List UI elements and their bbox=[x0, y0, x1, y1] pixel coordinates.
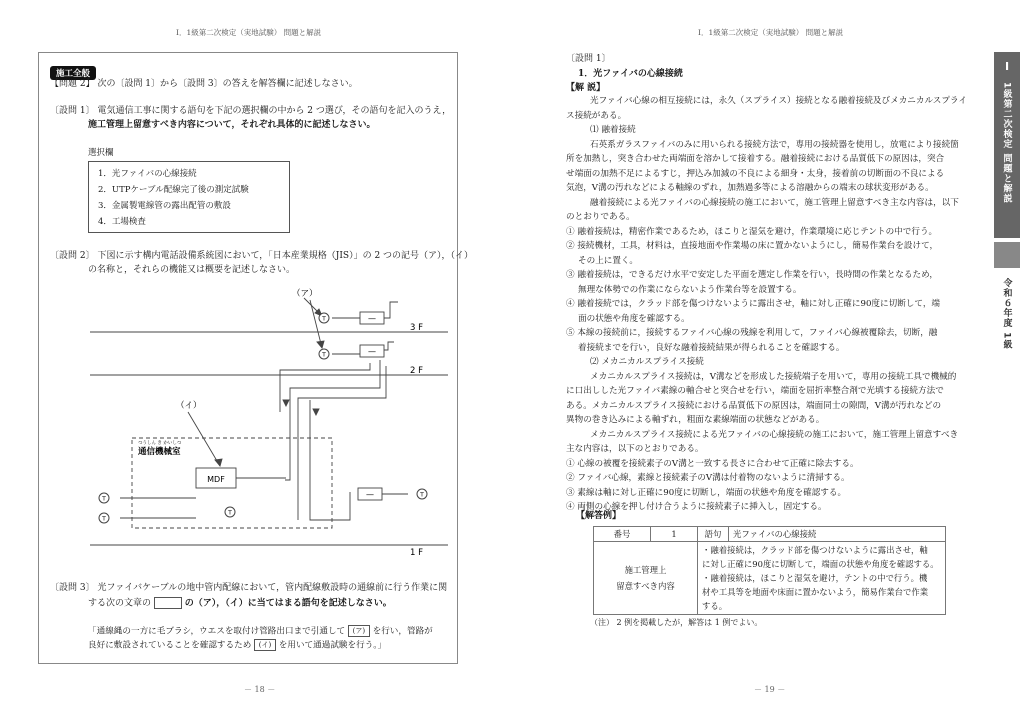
q3-line2-end: の（ア），（イ）に当てはまる語句を記述しなさい。 bbox=[184, 598, 392, 609]
svg-text:—: — bbox=[366, 490, 374, 499]
text-line: ⑤ 本線の接続前に，接続するファイバ心線の残線を利用して，ファイバ心線被覆除去，切断，融 bbox=[566, 328, 938, 338]
left-running-header: I．1級第二次検定（実地試験） 問題と解説 bbox=[176, 28, 322, 37]
text-line: ③ 融着接続は，できるだけ水平で安定した平面を選定し作業を行い，長時間の作業となるため， bbox=[566, 270, 938, 280]
ans-no: 1 bbox=[651, 527, 698, 542]
text-line: 異物の巻き込みによる軸ずれ，粗面な素線端面の状態などがある。 bbox=[566, 415, 825, 425]
q3-quote-line1 bbox=[88, 625, 433, 639]
text-line: に口出しした光ファイバ素線の軸合せと突合せを行い，端面を屈折率整合剤で光填する接続方法で bbox=[566, 386, 944, 396]
text-line: 所を加熱し，突き合わせた両端面を溶かして接着する。融着接続における品質低下の原因は，突合 bbox=[566, 154, 945, 164]
label-a: （ア） bbox=[292, 289, 318, 299]
explanation-body bbox=[566, 94, 967, 515]
label-i: （イ） bbox=[176, 401, 202, 411]
left-page-number: － 18 － bbox=[244, 685, 276, 694]
t-symbol: T bbox=[322, 314, 326, 323]
t-symbol: T bbox=[102, 494, 106, 503]
text-line: ⑴ 融着接続 bbox=[590, 125, 636, 135]
ans-body-line: する。 bbox=[702, 601, 728, 611]
year-sideband bbox=[994, 278, 1020, 349]
t-symbol: T bbox=[322, 350, 326, 359]
text-line: のとおりである。 bbox=[566, 212, 635, 222]
svg-text:—: — bbox=[368, 347, 376, 356]
ans-no-label: 番号 bbox=[594, 527, 651, 542]
q3-line2-start: する次の文章の bbox=[88, 598, 152, 609]
table-row bbox=[594, 542, 946, 615]
text-line: ④ 両側の心線を押し付け合うように接続素子に挿入し，固定する。 bbox=[566, 502, 827, 512]
text-line: 面の状態や角度を確認する。 bbox=[578, 313, 690, 324]
answer-box-i: (イ) bbox=[254, 639, 276, 651]
ans-left-1: 施工管理上 bbox=[624, 565, 667, 575]
text-line: ② 接続機材，工具，材料は，直接地面や作業場の床に置かないようにし，簡易作業台を設けて， bbox=[566, 241, 939, 251]
text-line: ① 融着接続は，精密作業であるため，ほこりと湿気を避け，作業環境に応じテントの中で行う。 bbox=[566, 226, 938, 237]
sideband-marker bbox=[994, 242, 1020, 268]
q3-quote2-end: を用いて通過試験を行う。」 bbox=[278, 640, 387, 651]
answer-example-title: 【解答例】 bbox=[576, 511, 622, 521]
text-line: ② ファイバ心線，素線と接続素子のV溝は付着物のないように清掃する。 bbox=[566, 473, 850, 483]
t-symbol: T bbox=[420, 490, 424, 499]
ans-term: 光ファイバの心線接続 bbox=[729, 527, 946, 542]
right-topic: 1．光ファイバの心線接続 bbox=[578, 69, 683, 79]
text-line: メカニカルスプライス接続は，V溝などを形成した接続端子を用いて，専用の接続工具で機械的 bbox=[590, 371, 957, 382]
text-line: ⑵ メカニカルスプライス接続 bbox=[590, 357, 704, 367]
text-line: ④ 融着接続では，クラッド部を傷つけないように露出させ，軸に対し正確に90度に切断して，端 bbox=[566, 299, 941, 309]
text-line: 気泡，V溝の汚れなどによる軸線のずれ，加熱過多等による溶融からの端末の球状変形がある。 bbox=[566, 183, 934, 193]
answer-note: （注） 2 例を掲載したが，解答は 1 例でよい。 bbox=[590, 618, 763, 627]
text-line: 融着接続による光ファイバの心線接続の施工において，施工管理上留意すべき主な内容は，以下 bbox=[590, 197, 959, 208]
floor-1f-label: 1 F bbox=[410, 548, 423, 558]
ans-term-label: 語句 bbox=[698, 527, 729, 542]
room-ruby: つうしん き かいしつ bbox=[138, 441, 182, 446]
text-line: 石英系ガラスファイバのみに用いられる接続方法で，専用の接続器を使用し，放電により接続箇 bbox=[590, 139, 959, 150]
select-item: 1．光ファイバの心線接続 bbox=[98, 169, 197, 179]
kaisetsu-heading: 【解 説】 bbox=[566, 83, 606, 93]
text-line: ① 心線の被覆を接続素子のV溝と一致する長さに合わせて正確に除去する。 bbox=[566, 458, 859, 469]
text-line: 主な内容は，以下のとおりである。 bbox=[566, 444, 704, 454]
q2-line2: の名称と，それらの機能又は概要を記述しなさい。 bbox=[88, 265, 296, 275]
room-label: 通信機械室 bbox=[138, 447, 181, 457]
phone-system-diagram bbox=[60, 280, 450, 560]
ans-body-line: 材や工具等を地面や床面に置かないよう，簡易作業台で作業 bbox=[702, 587, 929, 597]
ans-body-line: ・融着接続は，ほこりと湿気を避け，テントの中で行う。機 bbox=[702, 573, 928, 583]
right-page-number: － 19 － bbox=[754, 685, 786, 694]
q1-line1: 〔設問 1〕 電気通信工事に関する語句を下記の選択欄の中から 2 つ選び，その語句を記入のうえ， bbox=[50, 106, 452, 116]
blank-box bbox=[154, 597, 182, 609]
chapter-title: 1級第二次検定 問題と解説 bbox=[1001, 82, 1012, 204]
select-item: 4．工場検査 bbox=[98, 217, 146, 227]
text-line: ③ 素線は軸に対し正確に90度に切断し，端面の状態や角度を確認する。 bbox=[566, 487, 847, 498]
svg-text:—: — bbox=[368, 314, 376, 323]
q3-quote1-end: を行い，管路が bbox=[372, 626, 433, 637]
text-line: 着接続までを行い，良好な融着接続結果が得られることを確認する。 bbox=[578, 342, 845, 353]
right-question-label: 〔設問 1〕 bbox=[566, 54, 611, 64]
q2-line1: 〔設問 2〕 下図に示す構内電話設備系統図において，「日本産業規格（JIS）」の 2 つの記号（ア），（イ） bbox=[50, 251, 474, 261]
ans-left-cell bbox=[594, 542, 698, 615]
text-line: 無理な体勢での作業にならないよう作業台等を設置する。 bbox=[578, 284, 802, 295]
category-badge: 施工全般 bbox=[50, 66, 96, 80]
ans-body-line: に対し正確に90度に切断して，端面の状態や角度を確認する。 bbox=[702, 559, 939, 569]
chapter-sideband bbox=[994, 52, 1020, 238]
problem-intro: 【問題 2】 次の〔設問 1〕から〔設問 3〕の答えを解答欄に記述しなさい。 bbox=[50, 79, 358, 89]
q3-line2 bbox=[88, 597, 392, 611]
text-line: ス接続がある。 bbox=[566, 110, 627, 121]
answer-table bbox=[593, 526, 946, 615]
text-line: その上に置く。 bbox=[578, 255, 638, 266]
floor-3f-label: 3 F bbox=[410, 323, 423, 333]
q3-quote-line2 bbox=[88, 639, 386, 653]
year-label: 令和６年度 1級 bbox=[1001, 278, 1012, 350]
mdf-label: MDF bbox=[207, 475, 225, 484]
select-item: 3．金属製電線管の露出配管の敷設 bbox=[98, 201, 231, 211]
text-line: せ端面の加熱不足によるすじ，押込み加減の不良による細身・太身，接着前の切断面の不良による bbox=[566, 168, 945, 179]
q1-line2: 施工管理上留意すべき内容について，それぞれ具体的に記述しなさい。 bbox=[88, 120, 376, 130]
chapter-number: Ⅰ bbox=[1000, 60, 1014, 74]
ans-body-line: ・融着接続は，クラッド部を傷つけないように露出させ，軸 bbox=[702, 545, 928, 555]
floor-2f-label: 2 F bbox=[410, 366, 423, 376]
t-symbol: T bbox=[228, 508, 232, 517]
table-row bbox=[594, 527, 946, 542]
select-item: 2．UTPケーブル配線完了後の測定試験 bbox=[98, 185, 249, 195]
select-label: 選択欄 bbox=[88, 148, 114, 158]
text-line: 光ファイバ心線の相互接続には，永久（スプライス）接続となる融着接続及びメカニカルスプライ bbox=[590, 96, 967, 106]
ans-body-cell bbox=[698, 542, 946, 615]
answer-box-a: (ア) bbox=[348, 625, 370, 637]
q3-line1: 〔設問 3〕 光ファイバケーブルの地中管内配線において，管内配線敷設時の通線前に行う作業に関 bbox=[50, 583, 448, 593]
text-line: ある。メカニカルスプライス接続における品質低下の原因は，端面同士の隙間，V溝が汚れなどの bbox=[566, 400, 942, 411]
right-running-header: I．1級第二次検定（実地試験） 問題と解説 bbox=[698, 28, 844, 37]
q3-quote1-start: 「通線縄の一方に毛ブラシ，ウエスを取付け管路出口まで引通して bbox=[88, 626, 346, 637]
ans-left-2: 留意すべき内容 bbox=[616, 581, 675, 591]
text-line: メカニカルスプライス接続による光ファイバの心線接続の施工において，施工管理上留意すべき bbox=[590, 429, 959, 440]
q3-quote2-start: 良好に敷設されていることを確認するため bbox=[88, 640, 252, 651]
t-symbol: T bbox=[102, 514, 106, 523]
